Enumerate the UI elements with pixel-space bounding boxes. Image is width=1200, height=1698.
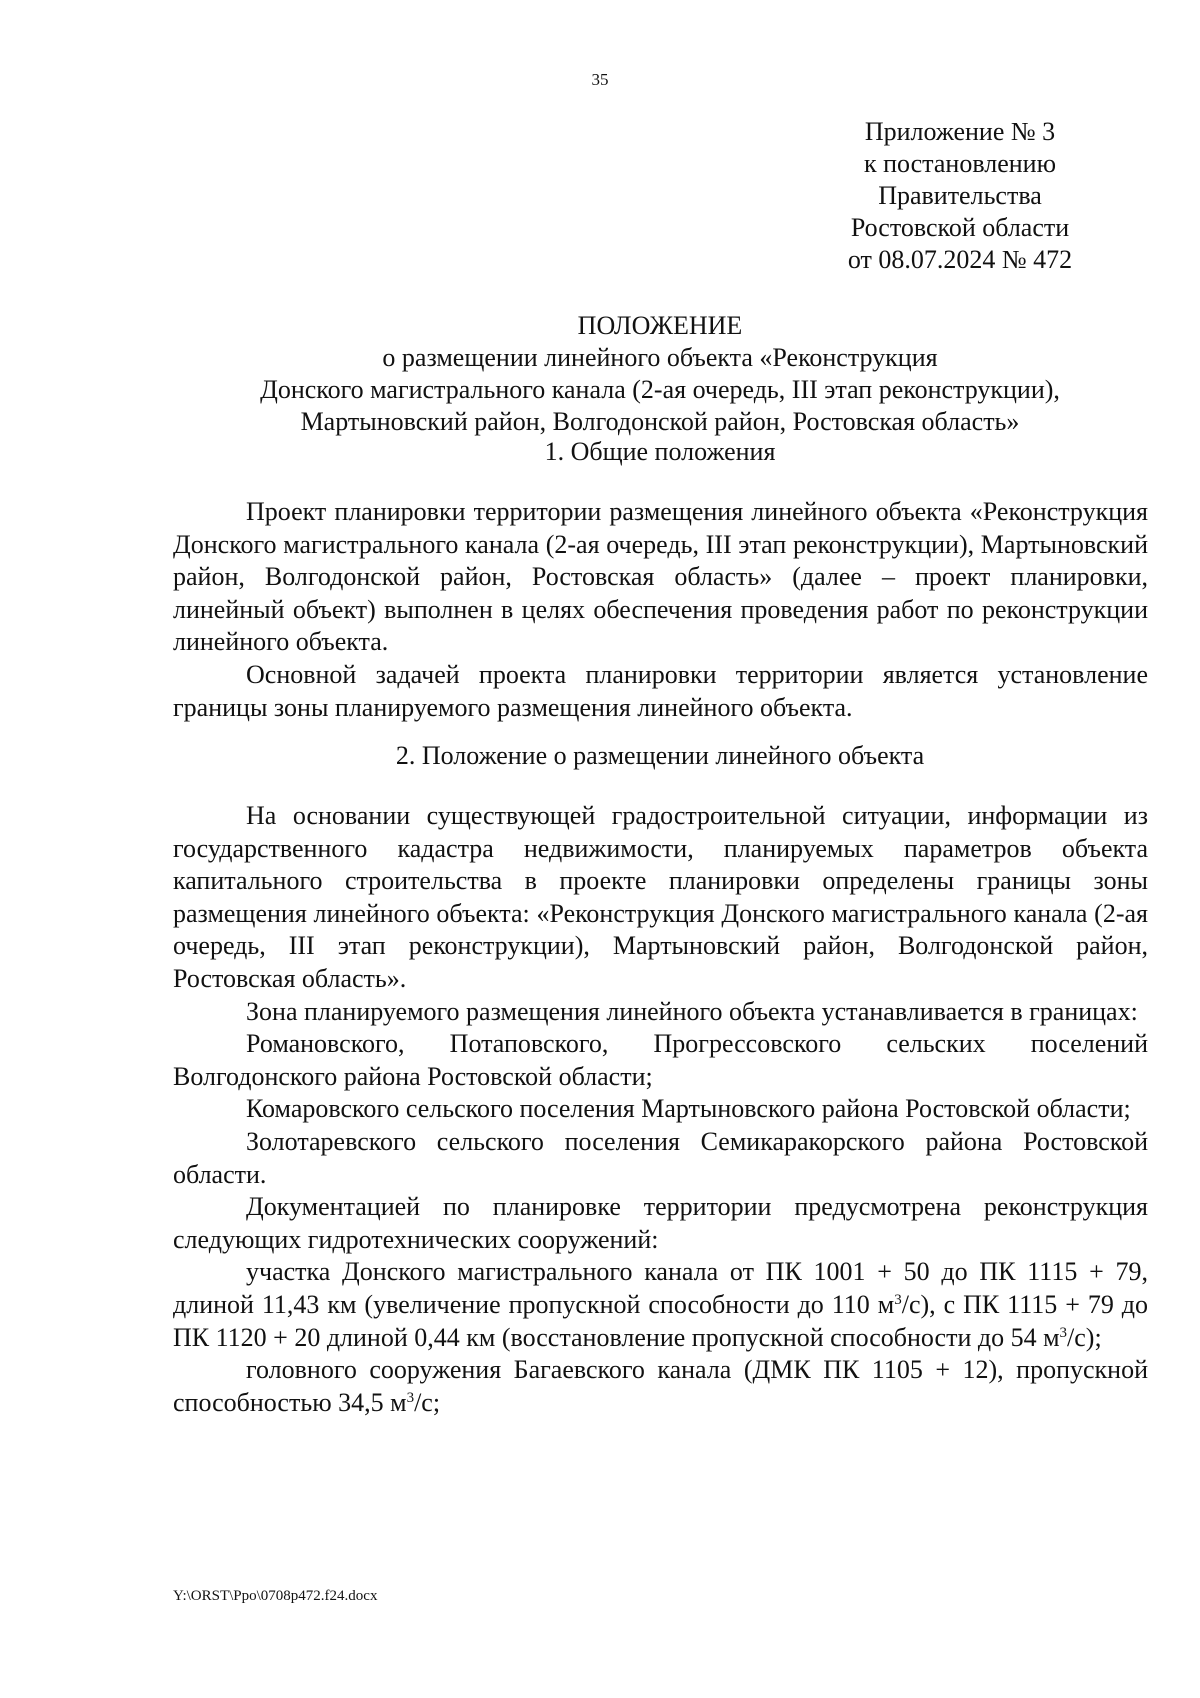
section-1-body xyxy=(173,496,1148,724)
paragraph: Основной задачей проекта планировки территории является установление границы зоны планируемого размещения линейного объекта. xyxy=(173,659,1148,722)
paragraph xyxy=(173,1354,1148,1419)
paragraph: Документацией по планировке территории предусмотрена реконструкция следующих гидротехнических сооружений: xyxy=(173,1192,1148,1254)
superscript: 3 xyxy=(894,1291,902,1308)
title-line: Донского магистрального канала (2-ая очередь, III этап реконструкции), xyxy=(260,375,1060,404)
title-line: о размещении линейного объекта «Реконструкция xyxy=(382,343,938,372)
text-run: /с; xyxy=(414,1387,441,1417)
section-1-heading: 1. Общие положения xyxy=(544,437,776,466)
section-2-body xyxy=(173,800,1148,1419)
superscript: 3 xyxy=(406,1389,415,1406)
page-number: 35 xyxy=(591,70,609,89)
appendix-line: Приложение № 3 xyxy=(864,117,1056,146)
superscript: 3 xyxy=(1059,1324,1068,1341)
paragraph xyxy=(173,1256,1148,1354)
title-line: Мартыновский район, Волгодонской район, Ростовская область» xyxy=(300,407,1020,436)
text-run: /с); xyxy=(1067,1322,1102,1352)
paragraph: Проект планировки территории размещения линейного объекта «Реконструкция Донского магистрального канала (2-ая очередь, III этап реконструкции), Мартыновский район, Волгодонской район, Ростовская область» (далее – проект планировки, линейный объект) выполнен в целях обеспечения проведения работ по реконструкции линейного объекта. xyxy=(173,497,1148,657)
text-run: участка Донского магистрального канала от ПК 1001 + 50 до ПК 1115 + 79, длиной 11,43 км (увеличение пропускной способности до 110 м xyxy=(173,1257,1148,1319)
document-title xyxy=(0,310,1200,438)
appendix-block xyxy=(820,116,1100,276)
paragraph: На основании существующей градостроительной ситуации, информации из государственного кадастра недвижимости, планируемых параметров объекта капитального строительства в проекте планировки определены границы зоны размещения линейного объекта: «Реконструкция Донского магистрального канала (2-ая очередь, III этап реконструкции), Мартыновский район, Волгодонской район, Ростовская область». xyxy=(173,801,1148,993)
paragraph: Золотаревского сельского поселения Семикаракорского района Ростовской области. xyxy=(173,1126,1148,1189)
paragraph: Комаровского сельского поселения Мартыновского района Ростовской области; xyxy=(246,1094,1131,1124)
text-run: головного сооружения Багаевского канала (ДМК ПК 1105 + 12), пропускной способностью 34,5 м xyxy=(173,1355,1148,1417)
section-2-heading: 2. Положение о размещении линейного объекта xyxy=(395,741,925,770)
paragraph: Романовского, Потаповского, Прогрессовского сельских поселений Волгодонского района Ростовской области; xyxy=(173,1029,1148,1091)
appendix-line: от 08.07.2024 № 472 xyxy=(847,245,1073,274)
appendix-line: к постановлению xyxy=(863,149,1057,178)
appendix-line: Правительства xyxy=(878,181,1042,210)
title-line: ПОЛОЖЕНИЕ xyxy=(577,311,743,340)
file-path-footer: Y:\ORST\Ppo\0708p472.f24.docx xyxy=(173,1588,378,1604)
text-run: /с), с ПК 1115 + 79 до ПК 1120 + 20 длиной 0,44 км (восстановление пропускной способности до 54 м xyxy=(173,1289,1148,1352)
appendix-line: Ростовской области xyxy=(850,213,1070,242)
paragraph: Зона планируемого размещения линейного объекта устанавливается в границах: xyxy=(246,996,1138,1026)
